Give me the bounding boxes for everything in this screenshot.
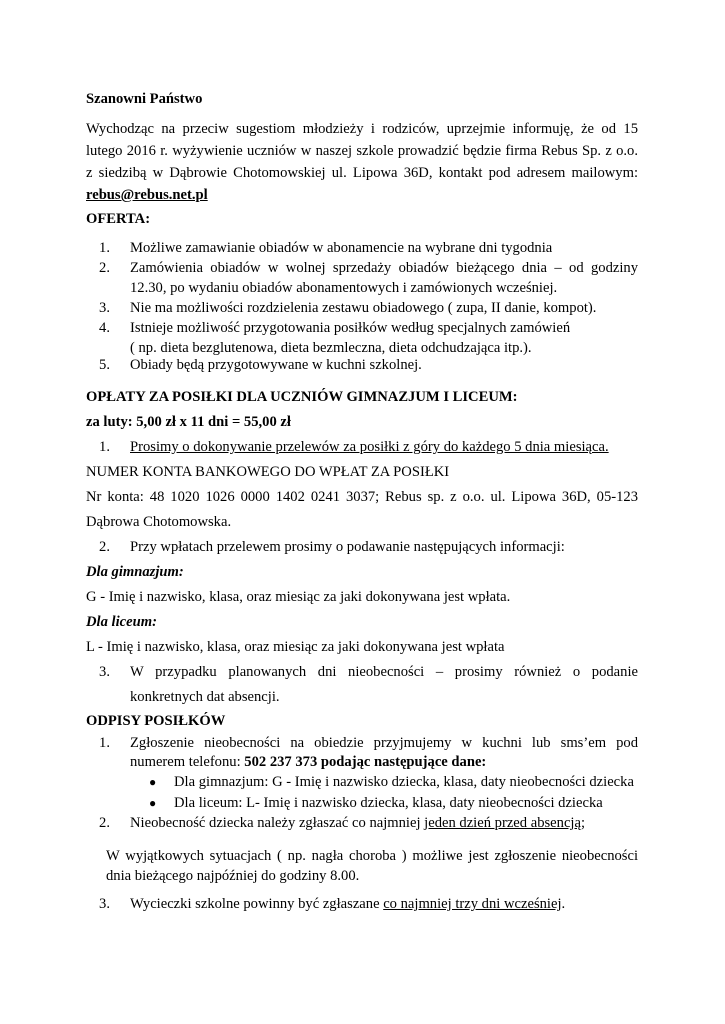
bullet-gymnasium: Dla gimnazjum: G - Imię i nazwisko dziecka, klasa, daty nieobecności dziecka	[174, 774, 634, 790]
cancellations-item-3-number: 3.	[99, 896, 110, 912]
intro-line-3: z siedzibą w Dąbrowie Chotomowskiej ul. Lipowa 36D, kontakt pod adresem mailowym:	[86, 165, 638, 181]
bullet-lyceum: Dla liceum: L- Imię i nazwisko dziecka, klasa, daty nieobecności dziecka	[174, 795, 603, 811]
offer-item-2-number: 2.	[99, 260, 110, 276]
offer-item-4-line-1: Istnieje możliwość przygotowania posiłków według specjalnych zamówień	[130, 320, 571, 336]
item-2-suffix: ;	[580, 815, 586, 831]
account-number-line: Nr konta: 48 1020 1026 0000 1402 0241 3037; Rebus sp. z o.o. ul. Lipowa 36D, 05-123	[86, 489, 638, 505]
item-2-deadline: jeden dzień przed absencją	[424, 815, 581, 831]
cancellations-item-2	[130, 813, 585, 833]
offer-item-2-line-1: Zamówienia obiadów w wolnej sprzedaży obiadów bieżącego dnia – od godziny	[130, 260, 638, 276]
offer-item-3: Nie ma możliwości rozdzielenia zestawu obiadowego ( zupa, II danie, kompot).	[130, 300, 597, 316]
offer-item-5: Obiady będą przygotowywane w kuchni szkolnej.	[130, 357, 422, 373]
bullet-icon: ●	[149, 775, 157, 789]
cancellations-item-3	[130, 894, 565, 914]
lyceum-info: L - Imię i nazwisko, klasa, oraz miesiąc za jaki dokonywana jest wpłata	[86, 639, 505, 655]
item-2-prefix: Nieobecność dziecka należy zgłaszać co najmniej	[130, 815, 425, 831]
cancellations-item-1-line-2	[130, 752, 486, 772]
account-address-line: Dąbrowa Chotomowska.	[86, 514, 232, 530]
exception-line-2: dnia bieżącego najpóźniej do godziny 8.00.	[106, 868, 360, 884]
cancellations-heading: ODPISY POSIŁKÓW	[86, 713, 226, 729]
item-3-prefix: Wycieczki szkolne powinny być zgłaszane	[130, 896, 384, 912]
gymnasium-label: Dla gimnazjum:	[86, 564, 184, 580]
exception-line-1: W wyjątkowych sytuacjach ( np. nagła choroba ) możliwe jest zgłoszenie nieobecności	[106, 848, 638, 864]
intro-line-2: lutego 2016 r. wyżywienie uczniów w naszej szkole prowadzić będzie firma Rebus Sp. z o.o.	[86, 143, 638, 159]
february-price: za luty: 5,00 zł x 11 dni = 55,00 zł	[86, 414, 291, 430]
payments-item-2: Przy wpłatach przelewem prosimy o podawanie następujących informacji:	[130, 539, 565, 555]
cancellations-item-2-number: 2.	[99, 815, 110, 831]
cancellations-item-1-line-1: Zgłoszenie nieobecności na obiedzie przyjmujemy w kuchni lub sms’em pod	[130, 735, 638, 751]
intro-line-1: Wychodząc na przeciw sugestiom młodzieży i rodziców, uprzejmie informuję, że od 15	[86, 121, 638, 137]
gymnasium-info: G - Imię i nazwisko, klasa, oraz miesiąc za jaki dokonywana jest wpłata.	[86, 589, 511, 605]
payments-heading: OPŁATY ZA POSIŁKI DLA UCZNIÓW GIMNAZJUM I LICEUM:	[86, 389, 518, 405]
account-heading: NUMER KONTA BANKOWEGO DO WPŁAT ZA POSIŁKI	[86, 464, 450, 480]
offer-item-4-number: 4.	[99, 320, 110, 336]
greeting: Szanowni Państwo	[86, 91, 203, 107]
cancellations-item-1-number: 1.	[99, 735, 110, 751]
phone-prefix: numerem telefonu:	[130, 754, 245, 770]
offer-item-5-number: 5.	[99, 357, 110, 373]
offer-item-3-number: 3.	[99, 300, 110, 316]
payments-item-2-number: 2.	[99, 539, 110, 555]
payments-item-1: Prosimy o dokonywanie przelewów za posiłki z góry do każdego 5 dnia miesiąca.	[130, 439, 609, 455]
item-3-deadline: co najmniej trzy dni wcześniej	[383, 896, 562, 912]
payments-item-1-number: 1.	[99, 439, 110, 455]
offer-item-1-number: 1.	[99, 240, 110, 256]
payments-item-3-line-2: konkretnych dat absencji.	[130, 689, 280, 705]
offer-item-4-line-2: ( np. dieta bezglutenowa, dieta bezmleczna, dieta odchudzająca itp.).	[130, 340, 532, 356]
email-link[interactable]: rebus@rebus.net.pl	[86, 187, 208, 203]
payments-item-3-line-1: W przypadku planowanych dni nieobecności – prosimy również o podanie	[130, 664, 638, 680]
offer-item-1: Możliwe zamawianie obiadów w abonamencie na wybrane dni tygodnia	[130, 240, 553, 256]
offer-heading: OFERTA:	[86, 211, 151, 227]
item-3-suffix: .	[561, 896, 566, 912]
bullet-icon: ●	[149, 796, 157, 810]
lyceum-label: Dla liceum:	[86, 614, 157, 630]
phone-number: 502 237 373 podając następujące dane:	[244, 754, 487, 770]
offer-item-2-line-2: 12.30, po wydaniu obiadów abonamentowych i zamówionych wcześniej.	[130, 280, 558, 296]
payments-item-3-number: 3.	[99, 664, 110, 680]
